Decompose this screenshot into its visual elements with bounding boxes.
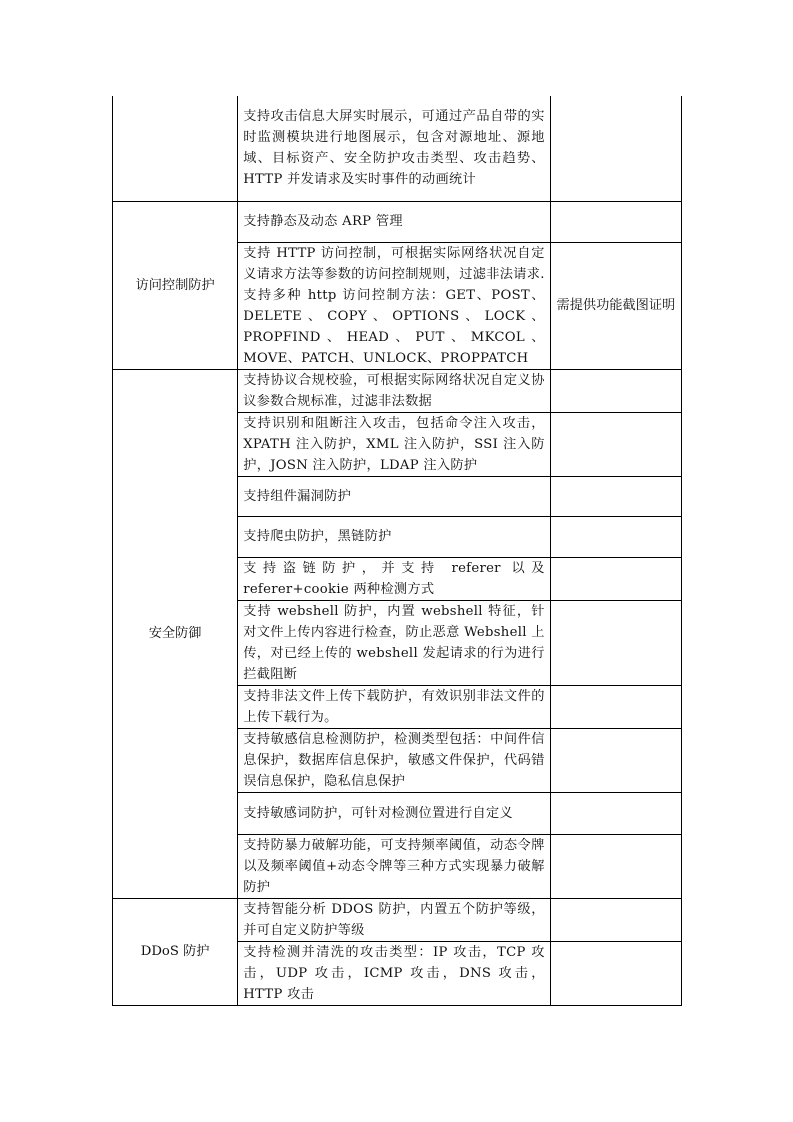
requirement-cell: 支持攻击信息大屏实时展示，可通过产品自带的实时监测模块进行地图展示，包含对源地址、源地域、目标资产、安全防护攻击类型、攻击趋势、HTTP 并发请求及实时事件的动画统计: [238, 96, 551, 201]
category-cell: DDoS 防护: [113, 898, 238, 1005]
note-cell: [550, 476, 681, 516]
table-row: [113, 898, 682, 941]
requirement-cell: 支持敏感词防护，可针对检测位置进行自定义: [238, 792, 551, 834]
note-cell: [550, 412, 681, 476]
note-cell: [550, 898, 681, 941]
note-cell: 需提供功能截图证明: [550, 242, 681, 369]
requirement-cell: 支持非法文件上传下载防护，有效识别非法文件的上传下载行为。: [238, 685, 551, 728]
note-cell: [550, 600, 681, 685]
requirement-cell: 支持防暴力破解功能，可支持频率阈值，动态令牌以及频率阈值+动态令牌等三种方式实现暴力破解防护: [238, 834, 551, 898]
note-cell: [550, 685, 681, 728]
requirement-cell: 支持盗链防护，并支持 referer 以及 referer+cookie 两种检测方式: [238, 557, 551, 600]
requirement-cell: 支持敏感信息检测防护，检测类型包括：中间件信息保护，数据库信息保护，敏感文件保护，代码错误信息保护，隐私信息保护: [238, 728, 551, 792]
note-cell: [550, 369, 681, 412]
requirement-cell: 支持识别和阻断注入攻击，包括命令注入攻击，XPATH 注入防护，XML 注入防护，SSI 注入防护，JOSN 注入防护，LDAP 注入防护: [238, 412, 551, 476]
note-cell: [550, 728, 681, 792]
table-row: [113, 369, 682, 412]
note-cell: [550, 201, 681, 242]
requirement-cell: 支持检测并清洗的攻击类型：IP 攻击，TCP 攻击，UDP 攻击，ICMP 攻击，DNS 攻击，HTTP 攻击: [238, 941, 551, 1005]
requirement-cell: 支持组件漏洞防护: [238, 476, 551, 516]
note-cell: [550, 516, 681, 557]
requirement-cell: 支持静态及动态 ARP 管理: [238, 201, 551, 242]
table-row: [113, 201, 682, 242]
requirement-cell: 支持 webshell 防护，内置 webshell 特征，针对文件上传内容进行检查，防止恶意 Webshell 上传，对已经上传的 webshell 发起请求的行为进行拦截阻断: [238, 600, 551, 685]
category-cell: [113, 96, 238, 201]
requirement-cell: 支持智能分析 DDOS 防护，内置五个防护等级，并可自定义防护等级: [238, 898, 551, 941]
requirement-cell: 支持 HTTP 访问控制，可根据实际网络状况自定义请求方法等参数的访问控制规则，过滤非法请求.支持多种 http 访问控制方法：GET、POST、DELETE、COPY、OPTIONS、LOCK、PROPFIND、HEAD、PUT、MKCOL、MOVE、PATCH、UNLOCK、PROPPATCH: [238, 242, 551, 369]
note-cell: [550, 557, 681, 600]
note-cell: [550, 792, 681, 834]
requirement-cell: 支持协议合规校验，可根据实际网络状况自定义协议参数合规标准，过滤非法数据: [238, 369, 551, 412]
requirement-cell: 支持爬虫防护，黑链防护: [238, 516, 551, 557]
note-cell: [550, 941, 681, 1005]
requirements-table: [112, 96, 682, 1006]
category-cell: 访问控制防护: [113, 201, 238, 369]
table-row: [113, 96, 682, 201]
note-cell: [550, 96, 681, 201]
note-cell: [550, 834, 681, 898]
category-cell: 安全防御: [113, 369, 238, 898]
